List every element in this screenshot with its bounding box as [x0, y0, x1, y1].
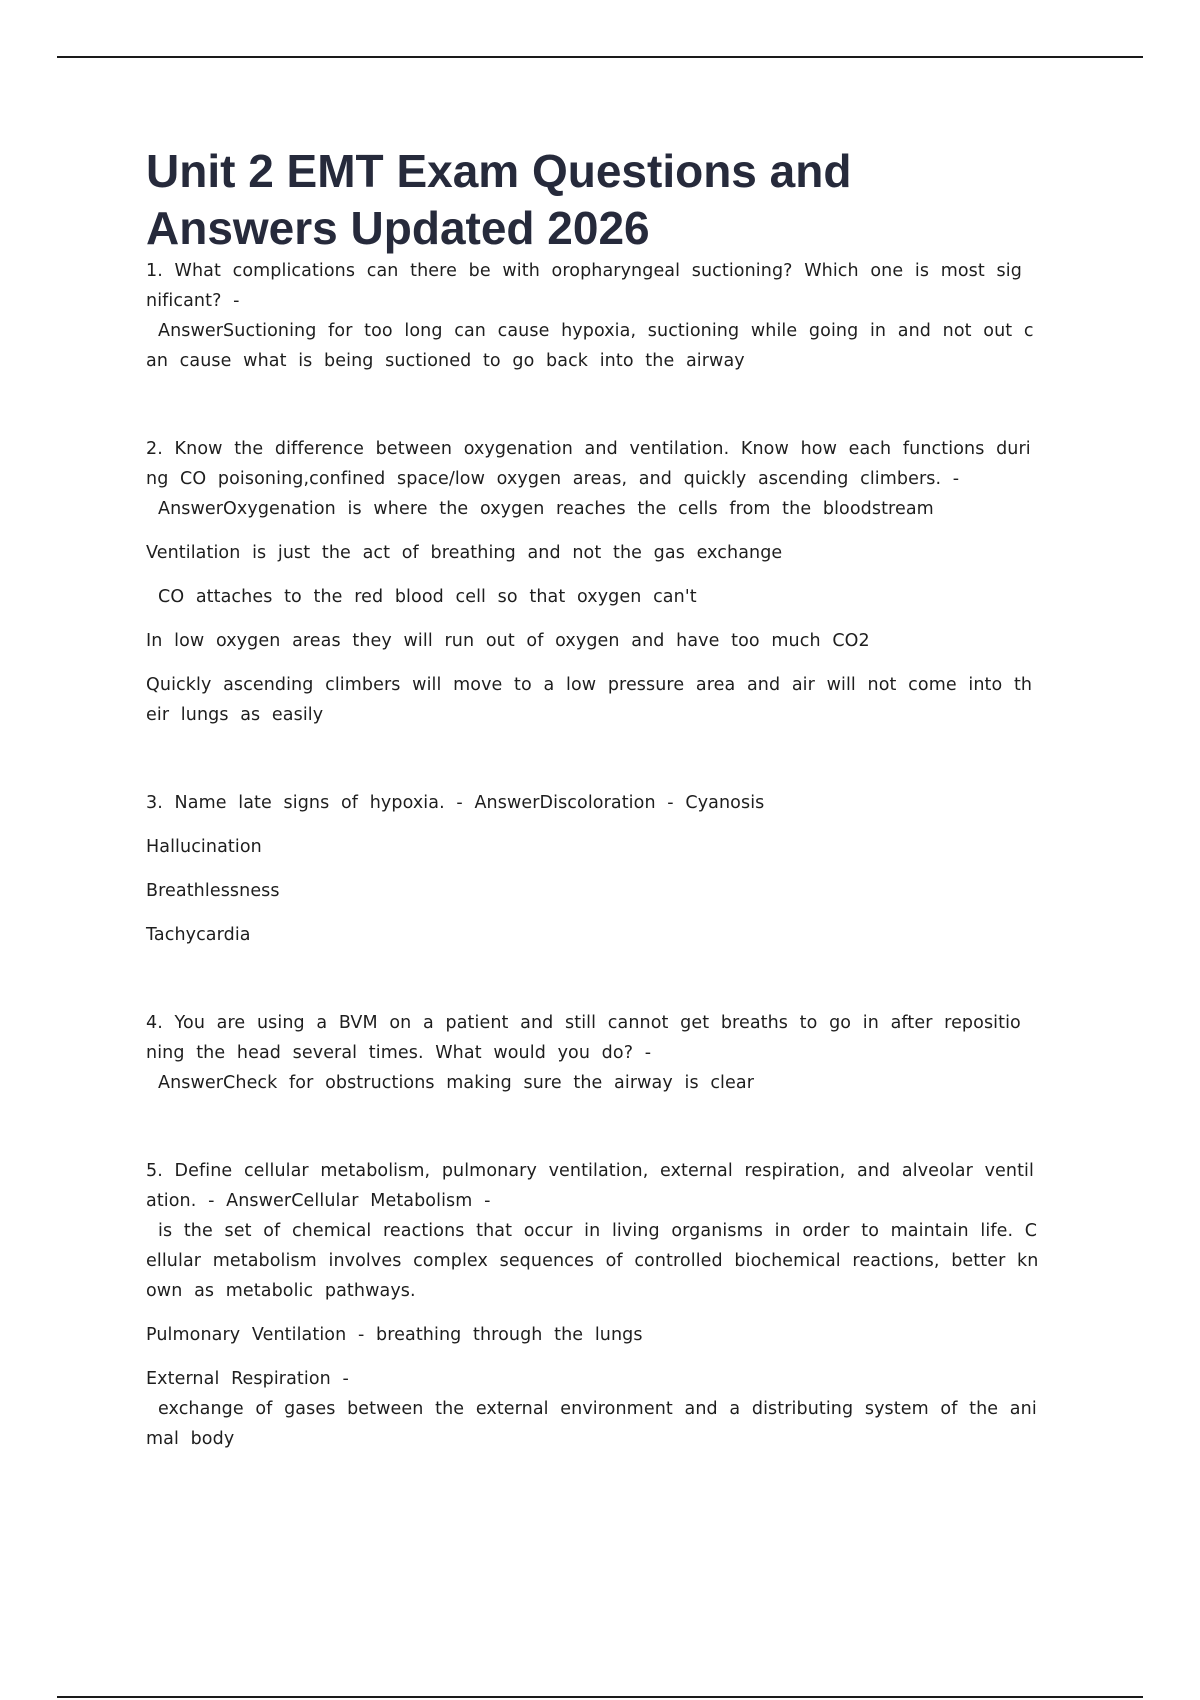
text-line: 2. Know the difference between oxygenation and ventilation. Know how each functions duri — [146, 439, 1031, 459]
text-line: Tachycardia — [146, 925, 251, 945]
document-body — [146, 256, 1053, 1512]
text-line: an cause what is being suctioned to go back into the airway — [146, 351, 745, 371]
question-paragraph — [146, 256, 1053, 376]
qa-block — [146, 1156, 1053, 1454]
text-line: ation. - AnswerCellular Metabolism - — [146, 1191, 491, 1211]
question-paragraph — [146, 434, 1053, 524]
answer-paragraph — [146, 538, 1053, 568]
text-line: AnswerCheck for obstructions making sure the airway is clear — [158, 1073, 754, 1093]
footer-rule — [57, 1696, 1143, 1698]
text-line: 4. You are using a BVM on a patient and still cannot get breaths to go in after repositio — [146, 1013, 1021, 1033]
header-rule — [57, 56, 1143, 58]
question-paragraph — [146, 788, 1053, 818]
answer-paragraph — [146, 626, 1053, 656]
text-line: CO attaches to the red blood cell so that oxygen can't — [158, 587, 697, 607]
text-line: 5. Define cellular metabolism, pulmonary ventilation, external respiration, and alveolar ventil — [146, 1161, 1034, 1181]
text-line: ning the head several times. What would you do? - — [146, 1043, 652, 1063]
text-line: is the set of chemical reactions that occur in living organisms in order to maintain life. C — [158, 1221, 1038, 1241]
qa-block — [146, 1008, 1053, 1098]
text-line: ng CO poisoning,confined space/low oxygen areas, and quickly ascending climbers. - — [146, 469, 960, 489]
text-line: Ventilation is just the act of breathing and not the gas exchange — [146, 543, 783, 563]
question-paragraph — [146, 1156, 1053, 1306]
text-line: Breathlessness — [146, 881, 280, 901]
text-line: External Respiration - — [146, 1369, 349, 1389]
text-line: AnswerOxygenation is where the oxygen reaches the cells from the bloodstream — [158, 499, 934, 519]
qa-block — [146, 434, 1053, 730]
answer-paragraph — [146, 876, 1053, 906]
text-line: exchange of gases between the external environment and a distributing system of the ani — [158, 1399, 1037, 1419]
text-line: eir lungs as easily — [146, 705, 324, 725]
answer-paragraph — [146, 670, 1053, 730]
answer-paragraph — [146, 1364, 1053, 1454]
text-line: mal body — [146, 1429, 235, 1449]
text-line: 3. Name late signs of hypoxia. - AnswerDiscoloration - Cyanosis — [146, 793, 765, 813]
qa-block — [146, 788, 1053, 950]
answer-paragraph — [146, 920, 1053, 950]
text-line: ellular metabolism involves complex sequences of controlled biochemical reactions, better kn — [146, 1251, 1039, 1271]
qa-block — [146, 256, 1053, 376]
text-line: own as metabolic pathways. — [146, 1281, 416, 1301]
title-line: Answers Updated 2026 — [146, 202, 650, 254]
answer-paragraph — [146, 832, 1053, 862]
document-title — [146, 143, 1086, 257]
text-line: In low oxygen areas they will run out of oxygen and have too much CO2 — [146, 631, 870, 651]
text-line: Hallucination — [146, 837, 262, 857]
text-line: Pulmonary Ventilation - breathing through the lungs — [146, 1325, 643, 1345]
question-paragraph — [146, 1008, 1053, 1098]
text-line: Quickly ascending climbers will move to a low pressure area and air will not come into th — [146, 675, 1033, 695]
text-line: nificant? - — [146, 291, 240, 311]
answer-paragraph — [146, 1320, 1053, 1350]
answer-paragraph — [146, 582, 1053, 612]
title-line: Unit 2 EMT Exam Questions and — [146, 145, 852, 197]
text-line: 1. What complications can there be with oropharyngeal suctioning? Which one is most sig — [146, 261, 1022, 281]
text-line: AnswerSuctioning for too long can cause hypoxia, suctioning while going in and not out c — [158, 321, 1034, 341]
